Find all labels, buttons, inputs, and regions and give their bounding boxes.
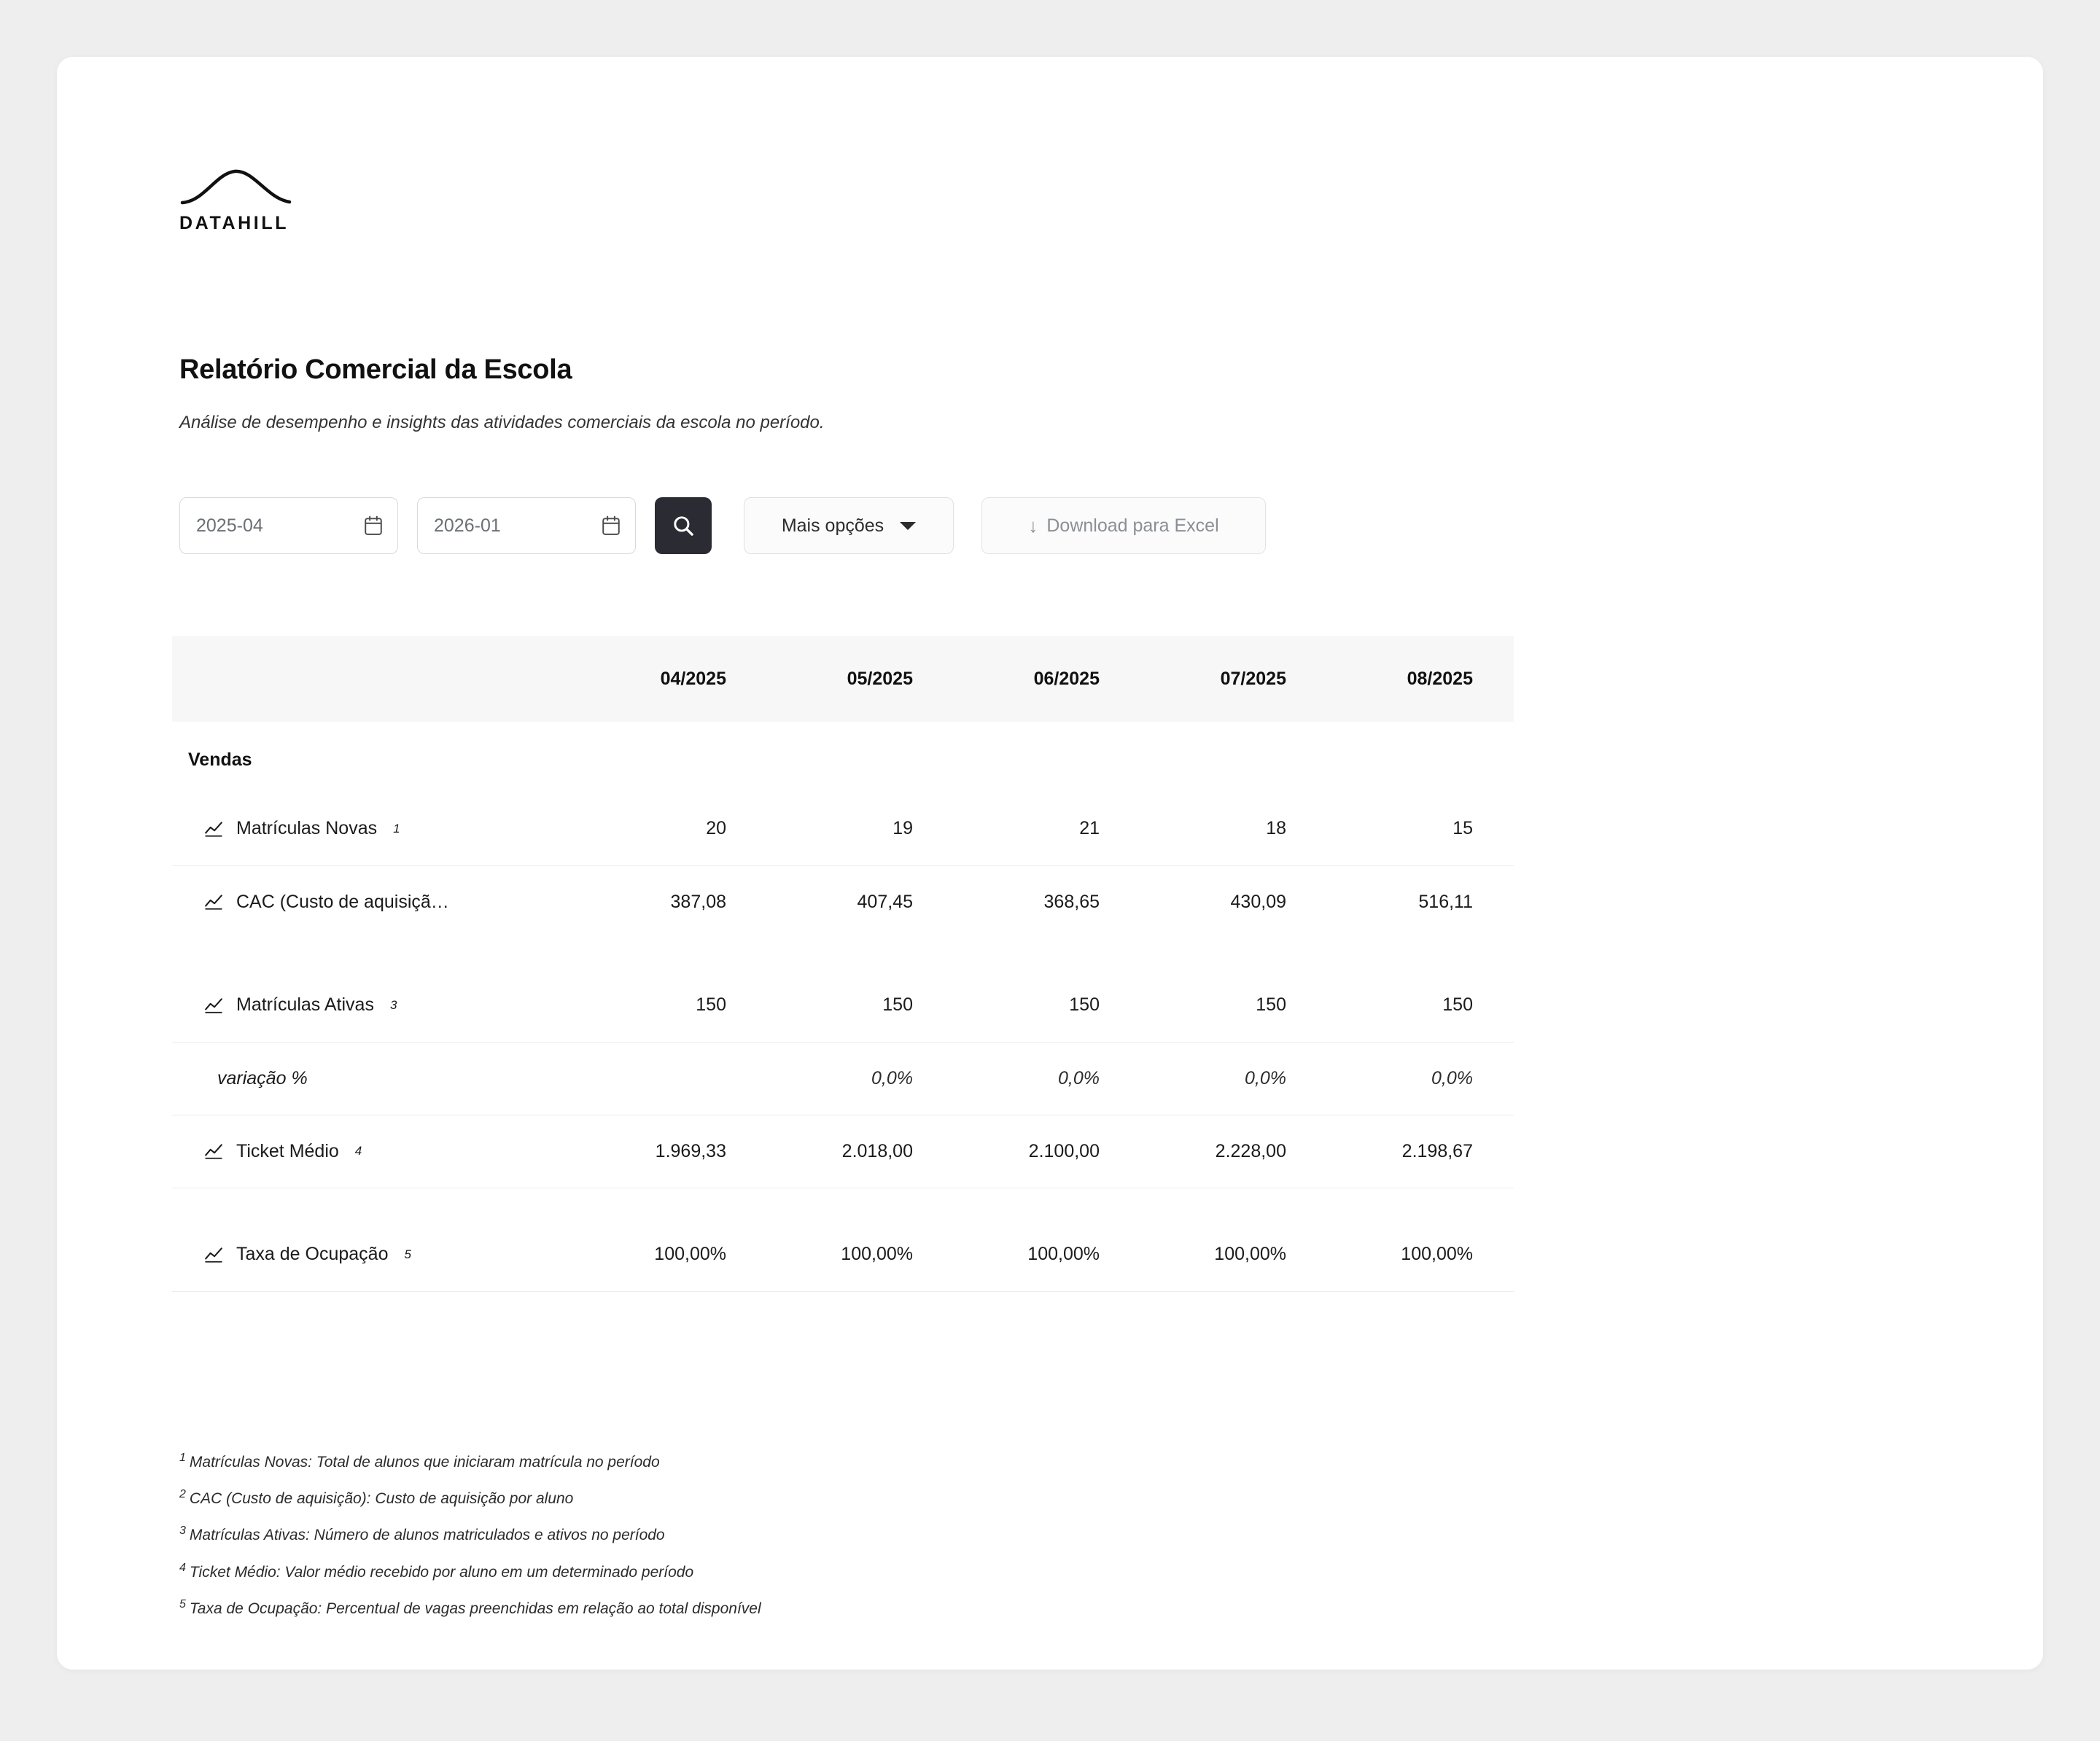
- line-chart-icon: [204, 892, 223, 911]
- footnotes-list: [179, 1451, 1565, 1634]
- cell-value: 150: [1327, 969, 1514, 1042]
- footnote-item: [179, 1487, 1565, 1508]
- cell-value: 2.198,67: [1327, 1115, 1514, 1188]
- footnote-item: [179, 1451, 1565, 1471]
- footnote-text: CAC (Custo de aquisição): Custo de aquisição por aluno: [189, 1490, 574, 1508]
- line-chart-icon: [204, 1142, 223, 1161]
- cell-value: 516,11: [1418, 891, 1473, 912]
- cell-value: 2.228,00: [1140, 1115, 1327, 1188]
- cell-value: 0,0%: [1327, 1042, 1514, 1115]
- end-date-input[interactable]: [417, 497, 636, 554]
- footnote-text: Ticket Médio: Valor médio recebido por aluno em um determinado período: [189, 1563, 694, 1581]
- report-table: [172, 636, 1514, 1292]
- cell-value: 20: [580, 792, 767, 865]
- footnote-text: Matrículas Ativas: Número de alunos matriculados e ativos no período: [189, 1527, 665, 1544]
- footnote-marker: 5: [404, 1247, 411, 1261]
- footnote-marker: 4: [179, 1561, 186, 1574]
- row-label-matriculas-ativas: [172, 969, 580, 1042]
- footnote-marker: 5: [179, 1597, 186, 1610]
- footnote-item: [179, 1597, 1565, 1618]
- row-label-taxa-ocupacao: [172, 1218, 580, 1291]
- cell-value: 100,00%: [1327, 1218, 1514, 1291]
- cell-value: 0,0%: [1140, 1042, 1327, 1115]
- column-header-07-2025: 07/2025: [1220, 668, 1286, 689]
- section-header-vendas: [172, 722, 1514, 792]
- more-options-label: Mais opções: [781, 515, 884, 536]
- cell-value: 407,45: [857, 891, 913, 912]
- cell-value: 2.018,00: [767, 1115, 954, 1188]
- search-button[interactable]: [655, 497, 712, 554]
- footnote-marker: 3: [389, 997, 397, 1012]
- cell-value: 15: [1327, 792, 1514, 865]
- section-title: Vendas: [188, 749, 252, 770]
- row-label-text: variação %: [217, 1067, 308, 1088]
- cell-value: 100,00%: [954, 1218, 1140, 1291]
- column-header-04-2025: 04/2025: [660, 668, 726, 689]
- table-row[interactable]: [172, 1115, 1514, 1188]
- download-excel-button[interactable]: [981, 497, 1266, 554]
- calendar-icon[interactable]: [364, 515, 383, 536]
- cell-value: 0,0%: [767, 1042, 954, 1115]
- footnote-item: [179, 1561, 1565, 1581]
- cell-value: 150: [954, 969, 1140, 1042]
- cell-value: 368,65: [1043, 891, 1100, 912]
- cell-value: [580, 1042, 767, 1115]
- download-arrow-icon: ↓: [1028, 515, 1038, 537]
- row-label-text: Matrículas Ativas: [236, 994, 374, 1016]
- cell-value: 150: [767, 969, 954, 1042]
- row-spacer: [172, 1188, 1514, 1218]
- table-header-row: [172, 636, 1514, 722]
- calendar-icon[interactable]: [602, 515, 621, 536]
- cell-value: 2.100,00: [954, 1115, 1140, 1188]
- report-card: [57, 57, 2043, 1670]
- row-label-text: Matrículas Novas: [236, 818, 378, 839]
- row-label-variacao: [172, 1042, 580, 1115]
- cell-value: 21: [954, 792, 1140, 865]
- cell-value: 100,00%: [767, 1218, 954, 1291]
- cell-value: 100,00%: [580, 1218, 767, 1291]
- cell-value: 100,00%: [1140, 1218, 1327, 1291]
- line-chart-icon: [204, 996, 223, 1015]
- cell-value: 150: [1140, 969, 1327, 1042]
- row-label-text: CAC (Custo de aquisiçã…: [236, 891, 449, 912]
- footnote-marker: 2: [179, 1488, 186, 1501]
- footnote-item: [179, 1524, 1565, 1544]
- cell-value: 18: [1140, 792, 1327, 865]
- line-chart-icon: [204, 1245, 223, 1264]
- footnote-marker: 4: [354, 1144, 362, 1158]
- end-date-value: 2026-01: [434, 515, 501, 536]
- column-header-08-2025: 08/2025: [1407, 668, 1473, 689]
- row-label-text: Ticket Médio: [236, 1140, 339, 1161]
- table-row[interactable]: [172, 1218, 1514, 1291]
- brand-name: DATAHILL: [179, 213, 289, 233]
- hill-icon: [179, 166, 292, 209]
- row-label-matriculas-novas: [172, 792, 580, 865]
- search-icon: [671, 513, 696, 538]
- more-options-button[interactable]: [744, 497, 954, 554]
- footnote-marker: 1: [179, 1452, 186, 1464]
- row-label-cac: [172, 865, 580, 938]
- filters-toolbar: [179, 497, 1266, 554]
- line-chart-icon: [204, 819, 223, 838]
- brand-logo: [179, 166, 325, 234]
- page-title: Relatório Comercial da Escola: [179, 354, 572, 385]
- start-date-input[interactable]: [179, 497, 398, 554]
- table-row[interactable]: [172, 792, 1514, 865]
- column-header-06-2025: 06/2025: [1033, 668, 1100, 689]
- chevron-down-icon: [900, 522, 916, 530]
- table-row-variation: [172, 1042, 1514, 1115]
- footnote-marker: 3: [179, 1524, 186, 1538]
- table-row[interactable]: [172, 865, 1514, 938]
- column-header-label: [172, 636, 580, 722]
- cell-value: 387,08: [670, 891, 726, 912]
- footnote-text: Matrículas Novas: Total de alunos que iniciaram matrícula no período: [189, 1454, 660, 1471]
- cell-value: 1.969,33: [580, 1115, 767, 1188]
- column-header-05-2025: 05/2025: [847, 668, 913, 689]
- download-excel-label: Download para Excel: [1046, 515, 1219, 536]
- table-row[interactable]: [172, 969, 1514, 1042]
- cell-value: 19: [767, 792, 954, 865]
- row-label-ticket-medio: [172, 1115, 580, 1188]
- cell-value: 430,09: [1230, 891, 1286, 912]
- row-label-text: Taxa de Ocupação: [236, 1244, 389, 1265]
- cell-value: 0,0%: [954, 1042, 1140, 1115]
- page-subtitle: Análise de desempenho e insights das atividades comerciais da escola no período.: [179, 413, 825, 432]
- footnote-marker: 1: [393, 821, 400, 836]
- start-date-value: 2025-04: [196, 515, 263, 536]
- row-spacer: [172, 938, 1514, 969]
- footnote-text: Taxa de Ocupação: Percentual de vagas preenchidas em relação ao total disponível: [189, 1600, 761, 1617]
- cell-value: 150: [580, 969, 767, 1042]
